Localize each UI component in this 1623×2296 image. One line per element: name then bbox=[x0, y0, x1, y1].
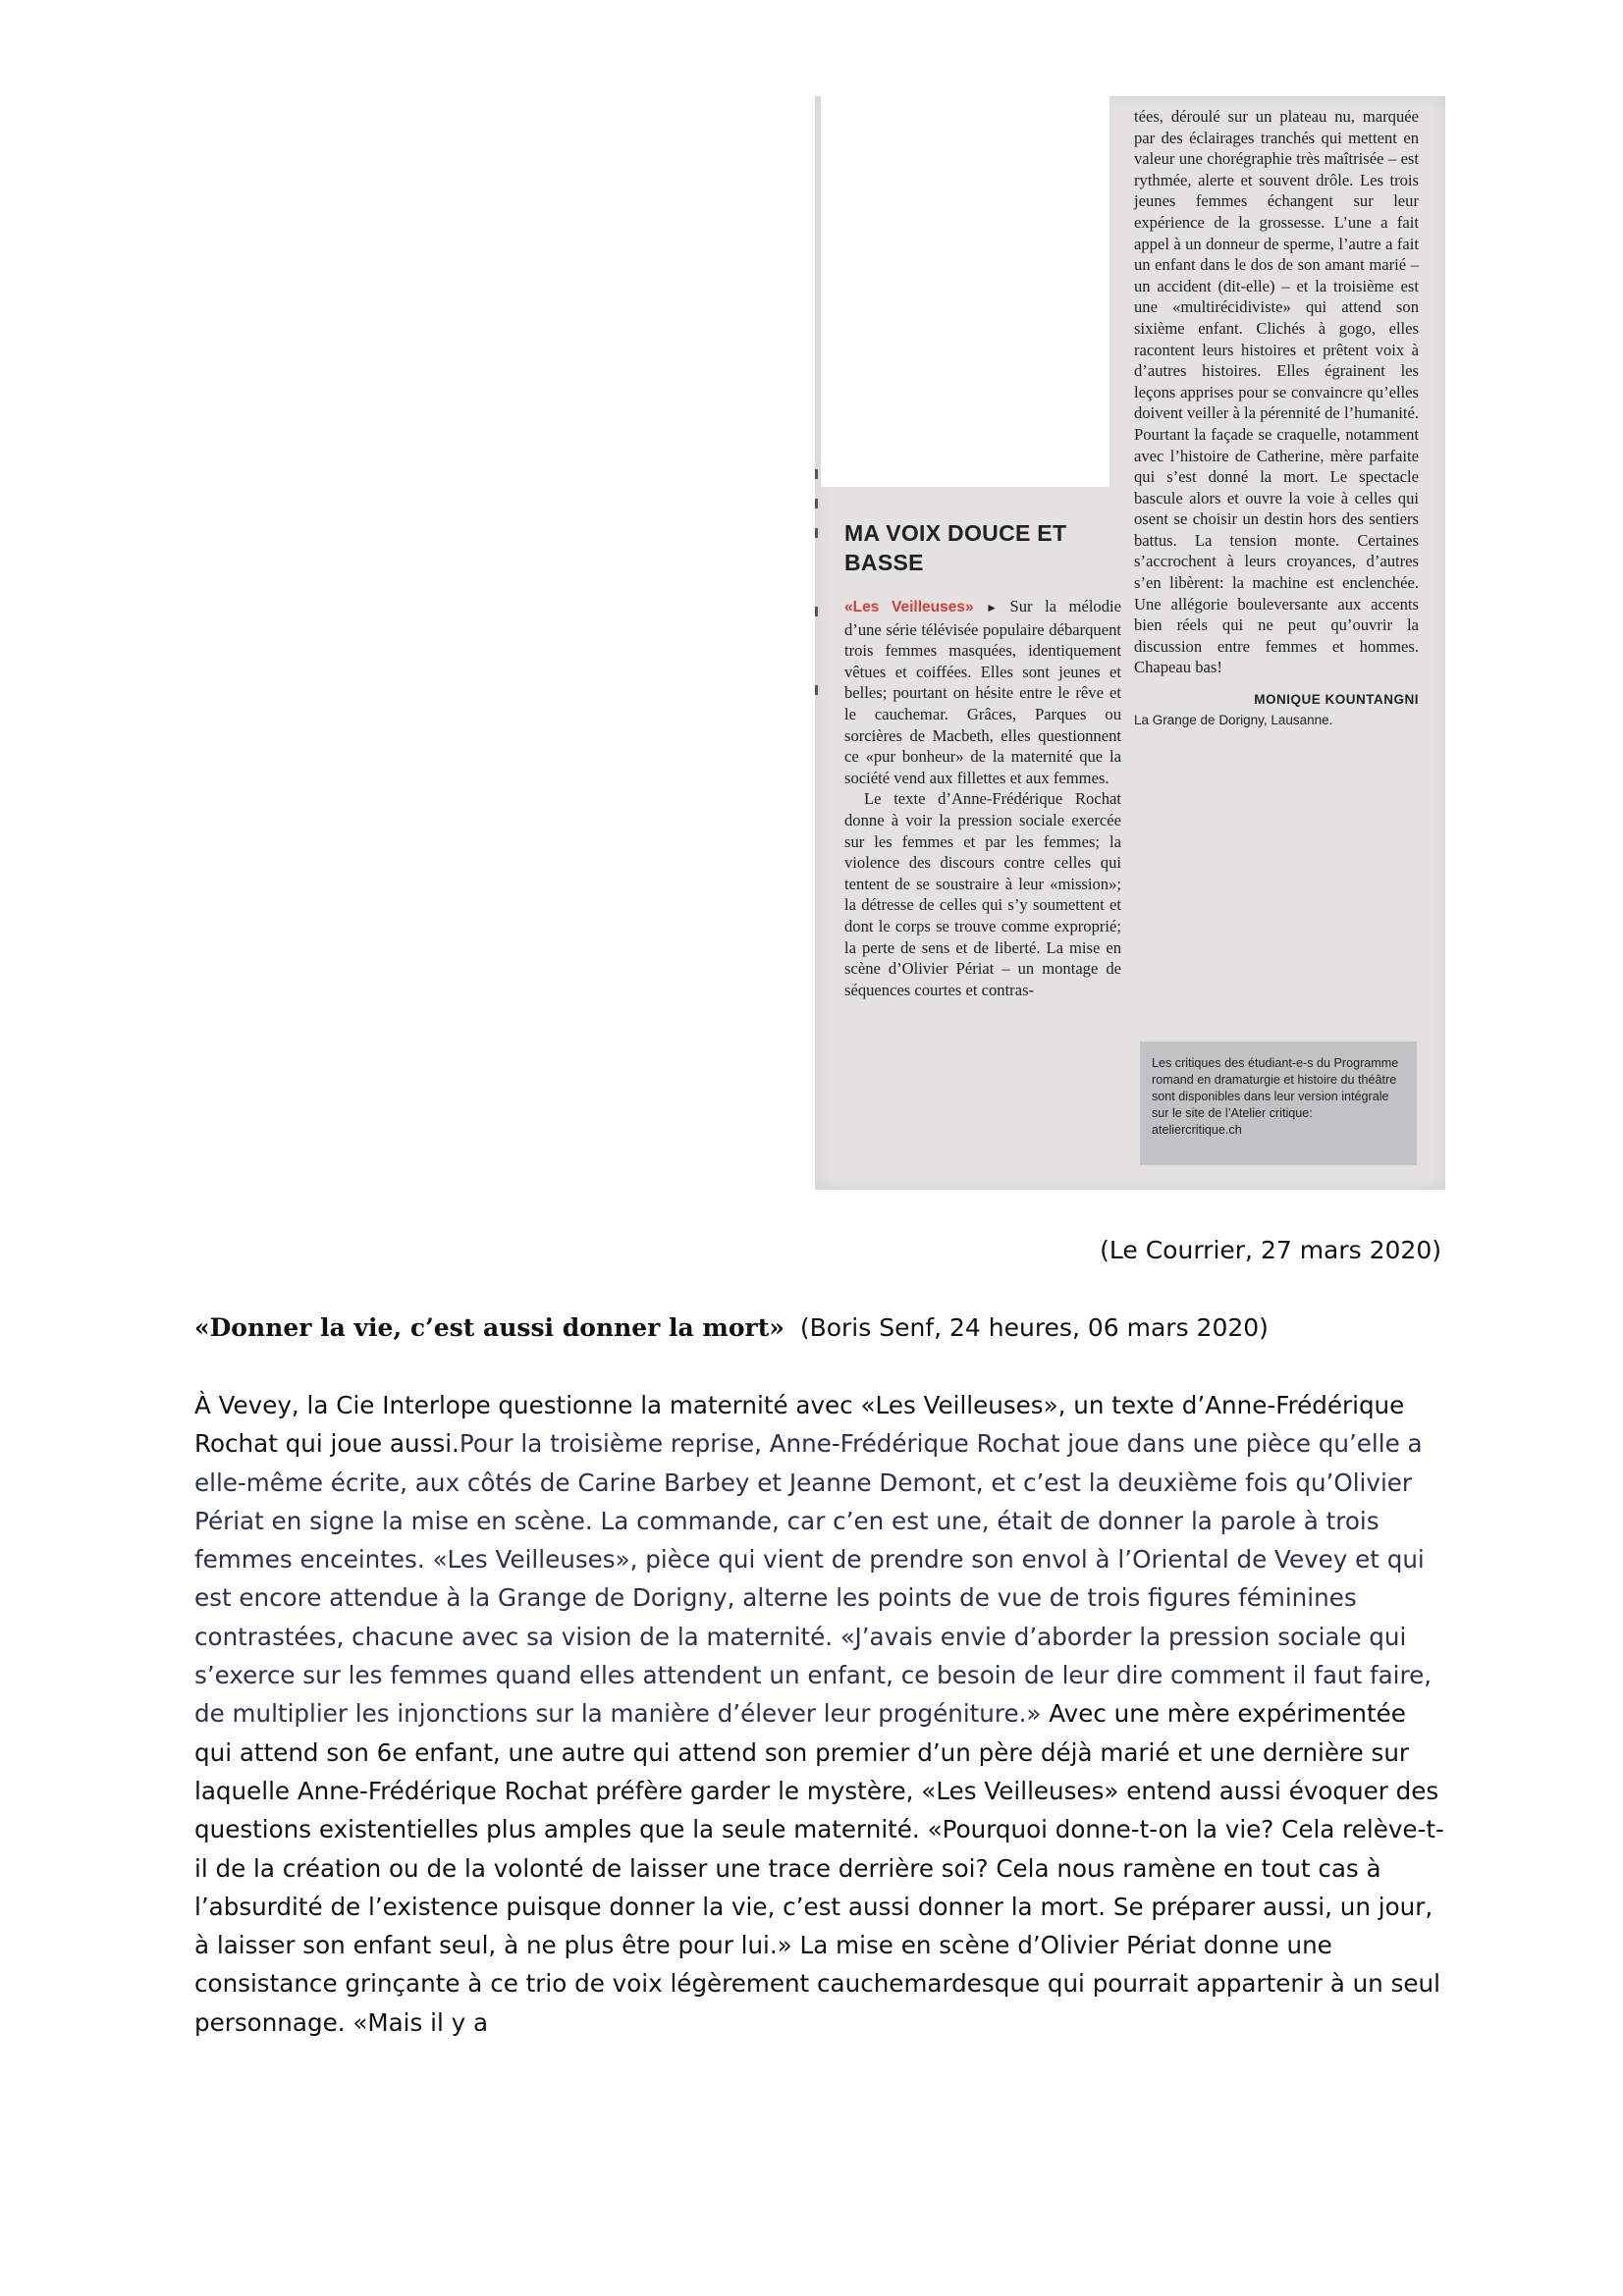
article-quoted-passage: Pour la troisième reprise, Anne-Frédérique Rochat joue dans une pièce qu’elle a elle-même écrite, aux côtés de Carine Barbey et Jeanne Demont, et c’est la deuxième fois qu’Olivier Périat en signe la mise en scène. La commande, car c’en est une, était de donner la parole à trois femmes enceintes. «Les Veilleuses», pièce qui vient de prendre son envol à l’Oriental de Vevey et qui est encore attendue à la Grange de Dorigny, alterne les points de vue de trois figures féminines contrastées, chacune avec sa vision de la maternité. «J’avais envie d’aborder la pression sociale qui s’exerce sur les femmes quand elles attendent un enfant, ce besoin de leur dire comment il faut faire, de multiplier les injonctions sur la manière d’élever leur progéniture.» bbox=[194, 1429, 1433, 1729]
clipping-right-column bbox=[1134, 106, 1419, 727]
article-title: «Donner la vie, c’est aussi donner la mort» bbox=[194, 1313, 784, 1342]
column-rule-mark bbox=[815, 469, 818, 479]
clipping-paragraph bbox=[844, 596, 1121, 788]
clipping-kicker: «Les Veilleuses» bbox=[844, 599, 974, 615]
column-rule-mark bbox=[815, 685, 818, 695]
clipping-author: MONIQUE KOUNTANGNI bbox=[1254, 692, 1419, 708]
clipping-paragraph: Le texte d’Anne-Frédérique Rochat donne à voir la pression sociale exercée sur les femmes et par les femmes; la violence des discours contre celles qui tentent de se soustraire à leur «mission»; la détresse de celles qui s’y soumettent et dont le corps se trouve comme exproprié; la perte de sens et de liberté. La mise en scène d’Olivier Périat – un montage de séquences courtes et contras- bbox=[844, 789, 1121, 999]
article-continuation: Avec une mère expérimentée qui attend son 6e enfant, une autre qui attend son premier d’un père déjà marié et une dernière sur laquelle Anne-Frédérique Rochat préfère garder le mystère, «Les Veilleuses» entend aussi évoquer des questions existentielles plus amples que la seule maternité. «Pourquoi donne-t-on la vie? Cela relève-t-il de la création ou de la volonté de laisser une trace derrière soi? Cela nous ramène en tout cas à l’absurdité de l’existence puisque donner la vie, c’est aussi donner la mort. Se préparer aussi, un jour, à laisser son enfant seul, à ne plus être pour lui.» La mise en scène d’Olivier Périat donne une consistance grinçante à ce trio de voix légèrement cauchemardesque qui pourrait appartenir à un seul personnage. «Mais il y a bbox=[194, 1699, 1444, 2037]
critics-info-box: Les critiques des étudiant-e-s du Programme romand en dramaturgie et histoire du théâtre sont disponibles dans leur version intégrale sur le site de l’Atelier critique: ateliercritique.ch bbox=[1140, 1041, 1417, 1165]
clipping-left-text-1: Sur la mélodie d’une série télévisée populaire débarquent trois femmes masquées, identiquement vêtues et coiffées. Elles sont jeunes et belles; pourtant on hésite entre le rêve et le cauchemar. Grâces, Parques ou sorcières de Macbeth, elles questionnent ce «pur bonheur» de la maternité que la société vend aux fillettes et aux femmes. bbox=[844, 597, 1122, 787]
column-rule-mark bbox=[815, 607, 818, 616]
clipping-heading: MA VOIX DOUCE ET BASSE bbox=[844, 520, 1067, 575]
newspaper-clipping bbox=[815, 96, 1445, 1190]
arrow-right-icon: ► bbox=[986, 601, 998, 614]
article-body bbox=[194, 1386, 1446, 2042]
column-rule-mark bbox=[815, 528, 818, 538]
redacted-photo bbox=[821, 96, 1109, 487]
clipping-venue: La Grange de Dorigny, Lausanne. bbox=[1134, 713, 1333, 728]
column-rule-mark bbox=[815, 499, 818, 508]
clipping-left-column bbox=[844, 596, 1121, 1000]
clipping-source: (Le Courrier, 27 mars 2020) bbox=[1100, 1236, 1441, 1264]
article-intro: À Vevey, la Cie Interlope questionne la maternité avec «Les Veilleuses», un texte d’Anne-Frédérique Rochat qui joue aussi. bbox=[194, 1391, 1405, 1459]
article-headline bbox=[194, 1313, 1441, 1342]
clipping-paragraph: tées, déroulé sur un plateau nu, marquée par des éclairages tranchés qui mettent en valeur une chorégraphie très maîtrisée – est rythmée, alerte et souvent drôle. Les trois jeunes femmes échangent sur leur expérience de la grossesse. L’une a fait appel à un donneur de sperme, l’autre a fait un enfant dans le dos de son amant marié – un accident (dit-elle) – et la troisième est une «multirécidiviste» qui attend son sixième enfant. Clichés à gogo, elles racontent leurs histoires et prêtent voix à d’autres histoires. Elles égrainent les leçons apprises pour se convaincre qu’elles doivent veiller à la pérennité de l’humanité. Pourtant la façade se craquelle, notamment avec l’histoire de Catherine, mère parfaite qui s’est donné la mort. Le spectacle bascule alors et ouvre la voie à celles qui osent se choisir un destin hors des sentiers battus. La tension monte. Certaines s’accrochent à leurs croyances, d’autres s’en libèrent: la machine est enclenchée. Une allégorie bouleversante aux accents bien réels qui ne peut qu’ouvrir la discussion entre femmes et hommes. Chapeau bas! bbox=[1134, 107, 1419, 677]
article-byline: (Boris Senf, 24 heures, 06 mars 2020) bbox=[799, 1313, 1269, 1342]
